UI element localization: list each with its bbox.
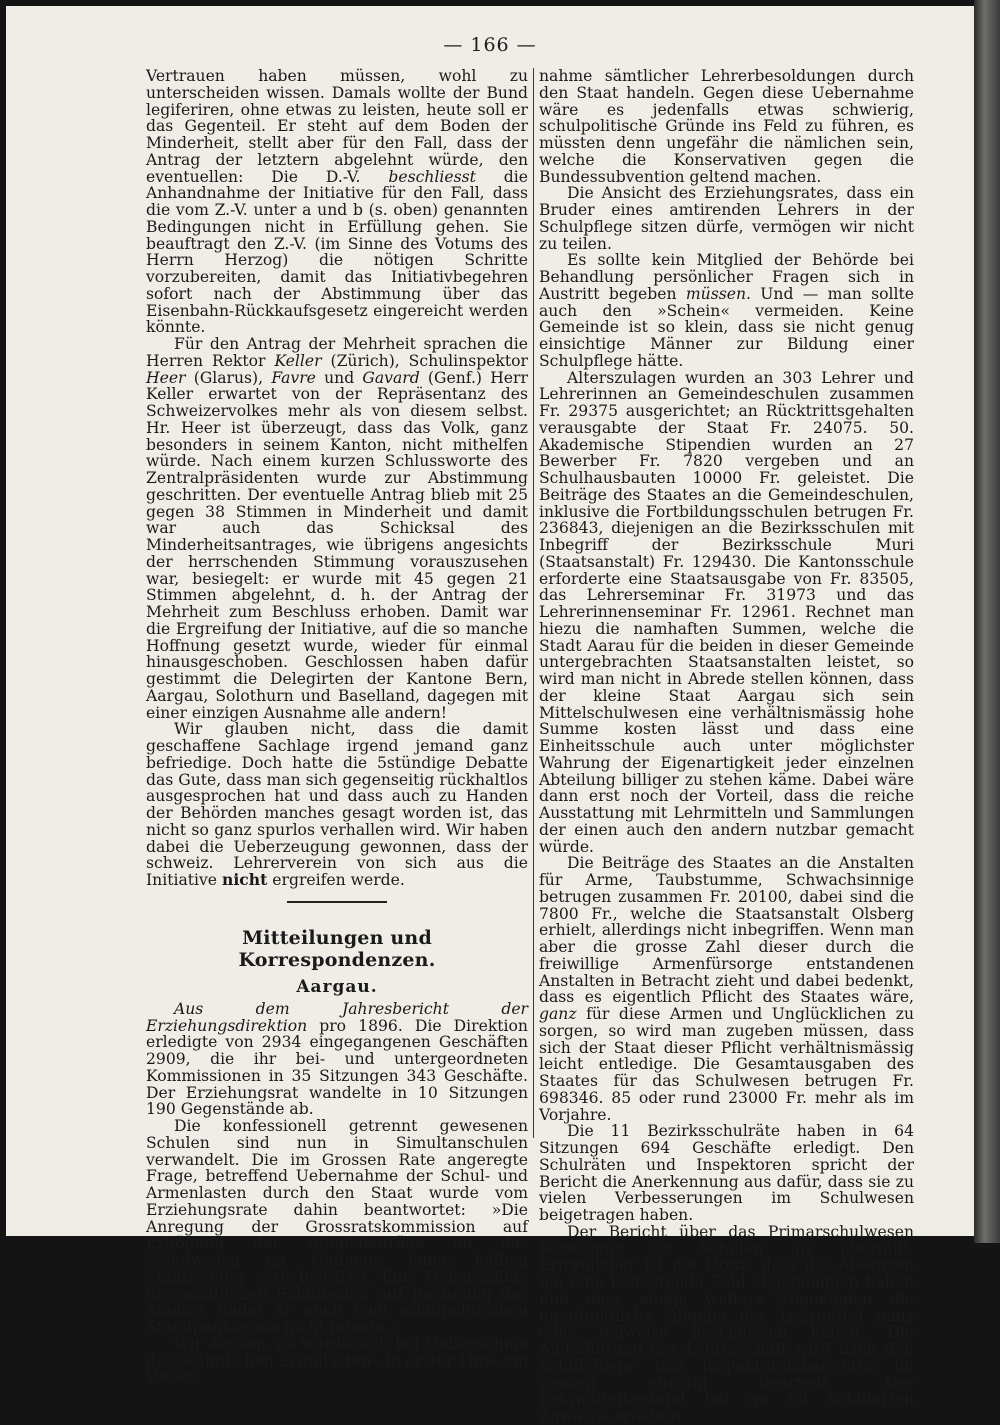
paragraph xyxy=(146,68,528,336)
report-title: Aus dem Jahresbericht der Erziehungsdirektion xyxy=(146,999,528,1035)
left-column xyxy=(146,68,528,1386)
column-rule xyxy=(533,68,534,1138)
emphasis-text: beschliesst xyxy=(388,167,476,186)
emphasis-text: müssen. xyxy=(685,284,751,303)
paragraph: Der Bericht über das Primarschulwesen bezeichnet 20 Schulen als überfüllt. Erfreulicher ist die Notiz, dass die Absenzen um eine bedeutende Zahl abgenommen haben und dass einige weitere Gemeinden die unentgeltliche Abgabe der Lehrmittel ganz oder teilweise beschlossen haben. Die Amtsführung der Lehrerschaft wird nach den Schulpflege- und Inspektoratsberichten im ganzen günstig beurteilt. Der Lehrmittelbestand hat an 60 Schulorten Zuwachs erhalten xyxy=(539,1222,914,1425)
right-column xyxy=(539,68,914,1425)
region-title: Aargau. xyxy=(296,976,378,997)
section-divider xyxy=(287,901,387,903)
paragraph xyxy=(146,721,528,889)
section-title: Mitteilungen und Korrespondenzen. xyxy=(238,926,436,971)
paragraph-text: (Genf.) Herr Keller erwartet von der Repräsentanz des Schweizervolkes mehr als von diesem selbst. Hr. Heer ist überzeugt, dass das Volk, ganz besonders in seinem Kanton, nicht mithelfen würde. Nach einem kurzen Schlussworte des Zentralpräsidenten wurde zur Abstimmung geschritten. Der eventuelle Antrag blieb mit 25 gegen 38 Stimmen in Minderheit und damit war auch das Schicksal des Minderheitsantrages, wie übrigens angesichts der herrschenden Stimmung vorauszusehen war, besiegelt: er wurde mit 45 gegen 21 Stimmen abgelehnt, d. h. der Antrag der Mehrheit zum Beschluss erhoben. Damit war die Ergreifung der Initiative, auf die so manche Hoffnung gesetzt wurde, wieder für einmal hinausgeschoben. Geschlossen haben dafür gestimmt die Delegirten der Kantone Bern, Aargau, Solothurn und Baselland, dagegen mit einer einzigen Ausnahme alle andern! xyxy=(146,368,528,722)
paragraph: Die Ansicht des Erziehungsrates, dass ein Bruder eines amtirenden Lehrers in der Schulpflege sitzen dürfe, vermögen wir nicht zu teilen. xyxy=(539,184,914,253)
paragraph-text: Wir glauben nicht, dass die damit geschaffene Sachlage irgend jemand ganz befriedige. Doch hatte die 5stündige Debatte das Gute, dass man sich gegenseitig rückhaltlos ausgesprochen hat und dass auch zu Handen der Behörden manches gesagt worden ist, das nicht so ganz spurlos verhallen wird. Wir haben dabei die Ueberzeugung gewonnen, dass der schweiz. Lehrerverein von sich aus die Initiative xyxy=(146,720,528,889)
paragraph-text: und xyxy=(324,368,355,387)
paragraph xyxy=(146,336,528,721)
name-gavard: Gavard xyxy=(362,368,420,387)
paragraph-text: Es sollte kein Mitglied der Behörde bei Behandlung persönlicher Fragen sich in Austritt begeben xyxy=(539,251,914,303)
paragraph-text: Für den Antrag der Mehrheit sprachen die Herren Rektor xyxy=(146,335,528,370)
emphasis-text: nicht xyxy=(222,870,268,889)
paragraph-text: Und — man sollte auch den »Schein« vermeiden. Keine Gemeinde ist so klein, dass sie nicht genug einsichtige Männer zur Bildung einer Schulpflege hätte. xyxy=(539,284,914,370)
paragraph: Wir denken, es würde sich bei Uebernahme der »sämtlichen Schullasten« in erster Linie um Ueber- xyxy=(146,1334,528,1387)
paragraph xyxy=(146,1001,528,1118)
name-favre: Favre xyxy=(271,368,316,387)
paragraph-text: die Anhandnahme der Initiative für den Fall, dass die vom Z.-V. unter a und b (s. oben) genannten Bedingungen nicht in Erfüllung gehen. Sie beauftragt den Z.-V. (im Sinne des Votums des Herrn Herzog) die nötigen Schritte vorzubereiten, damit das Initiativbegehren sofort nach der Abstimmung über das Eisenbahn-Rückkaufsgesetz eingereicht werden könnte. xyxy=(146,167,528,337)
paragraph: Die 11 Bezirksschulräte haben in 64 Sitzungen 694 Geschäfte erledigt. Den Schulräten und Inspektoren spricht der Bericht die Anerkennung aus dafür, dass sie zu vielen Verbesserungen im Schulwesen beigetragen haben. xyxy=(539,1122,914,1224)
paragraph-text: ergreifen werde. xyxy=(272,871,405,889)
name-keller: Keller xyxy=(274,351,322,370)
paragraph-text: Die Beiträge des Staates an die Anstalten für Arme, Taubstumme, Schwachsinnige betrugen zusammen Fr. 20100, dabei sind die 7800 Fr., welche die Staatsanstalt Olsberg erhielt, allerdings nicht inbegriffen. Wenn man aber die grosse Zahl dieser durch die freiwillige Armenfürsorge entstandenen Anstalten in Betracht zieht und dabei bedenkt, dass es eigentlich Pflicht des Staates wäre, xyxy=(539,854,914,1007)
paragraph: nahme sämtlicher Lehrerbesoldungen durch den Staat handeln. Gegen diese Uebernahme wäre es jedenfalls etwas schwierig, schulpolitische Gründe ins Feld zu führen, es müssten denn ungefähr die nämlichen sein, welche die Konservativen gegen die Bundessubvention geltend machen. xyxy=(539,67,914,186)
paragraph-text: (Zürich), Schulinspektor xyxy=(330,351,528,370)
page-number: — 166 — xyxy=(443,34,537,56)
paragraph-text: Vertrauen haben müssen, wohl zu unterscheiden wissen. Damals wollte der Bund legiferiren, ohne etwas zu leisten, heute soll er das Gegenteil. Er steht auf dem Boden der Minderheit, stellt aber für den Fall, dass der Antrag der letztern abgelehnt würde, den eventuellen: Die D.-V. xyxy=(146,67,528,186)
paragraph xyxy=(539,855,914,1123)
paragraph-text: pro 1896. Die Direktion erledigte von 2934 eingegangenen Geschäften 2909, die ihr bei- und untergeordneten Kommissionen in 35 Sitzungen 343 Geschäfte. Der Erziehungsrat wandelte in 10 Sitzungen 190 Gegenstände ab. xyxy=(146,1016,528,1119)
name-heer: Heer xyxy=(146,368,186,387)
document-page xyxy=(6,6,974,1425)
emphasis-text: ganz xyxy=(539,1005,577,1023)
paragraph xyxy=(539,252,914,369)
scan-right-edge xyxy=(974,0,1000,1243)
paragraph-text: (Glarus), xyxy=(193,368,264,387)
paragraph: Die konfessionell getrennt gewesenen Schulen sind nun in Simultanschulen verwandelt. Die im Grossen Rate angeregte Frage, betreffend Uebernahme der Schul- und Armenlasten durch den Staat wurde vom Erziehungsrate dahin beantwortet: »Die Anregung der Grossratskommission auf Erhöhung der Staatsbeiträge an das Schulwesen im Umfange einer halben Staatssteuer wird begrüsst. Eine Uebernahme der sämtlichen Schullasten auf Rechnung des Staates findet er auch vom schulpolitischen Standpunkte aus nicht ratsam.« xyxy=(146,1117,528,1336)
paragraph: Alterszulagen wurden an 303 Lehrer und Lehrerinnen an Gemeindeschulen zusammen Fr. 29375 ausgerichtet; an Rücktrittsgehalten verausgabte der Staat Fr. 24075. 50. Akademische Stipendien wurden an 27 Bewerber Fr. 7820 vergeben und an Schulhausbauten 10000 Fr. geleistet. Die Beiträge des Staates an die Gemeindeschulen, inklusive die Fortbildungsschulen betrugen Fr. 236843, diejenigen an die Bezirksschulen mit Inbegriff der Bezirksschule Muri (Staatsanstalt) Fr. 129430. Die Kantonsschule erforderte eine Staatsausgabe von Fr. 83505, das Lehrerseminar Fr. 31973 und das Lehrerinnenseminar Fr. 12961. Rechnet man hiezu die namhaften Summen, welche die Stadt Aarau für die beiden in dieser Gemeinde untergebrachten Staatsanstalten leistet, so wird man nicht in Abrede stellen können, dass der kleine Staat Aargau sich sein Mittelschulwesen eine verhältnismässig hohe Summe kosten lässt und dass eine Einheitsschule auch unter möglichster Wahrung der Eigenartigkeit jeder einzelnen Abteilung billiger zu stehen käme. Dabei wäre dann erst noch der Vorteil, dass die reiche Ausstattung mit Lehrmitteln und Sammlungen der einen auch den andern nutzbar gemacht würde. xyxy=(539,368,914,856)
paragraph-text: für diese Armen und Unglücklichen zu sorgen, so wird man zugeben müssen, dass sich der Staat dieser Pflicht verhältnismässig leicht entledige. Die Gesamtausgaben des Staates für das Schulwesen betrugen Fr. 698346. 85 oder rund 23000 Fr. mehr als im Vorjahre. xyxy=(539,1005,914,1124)
